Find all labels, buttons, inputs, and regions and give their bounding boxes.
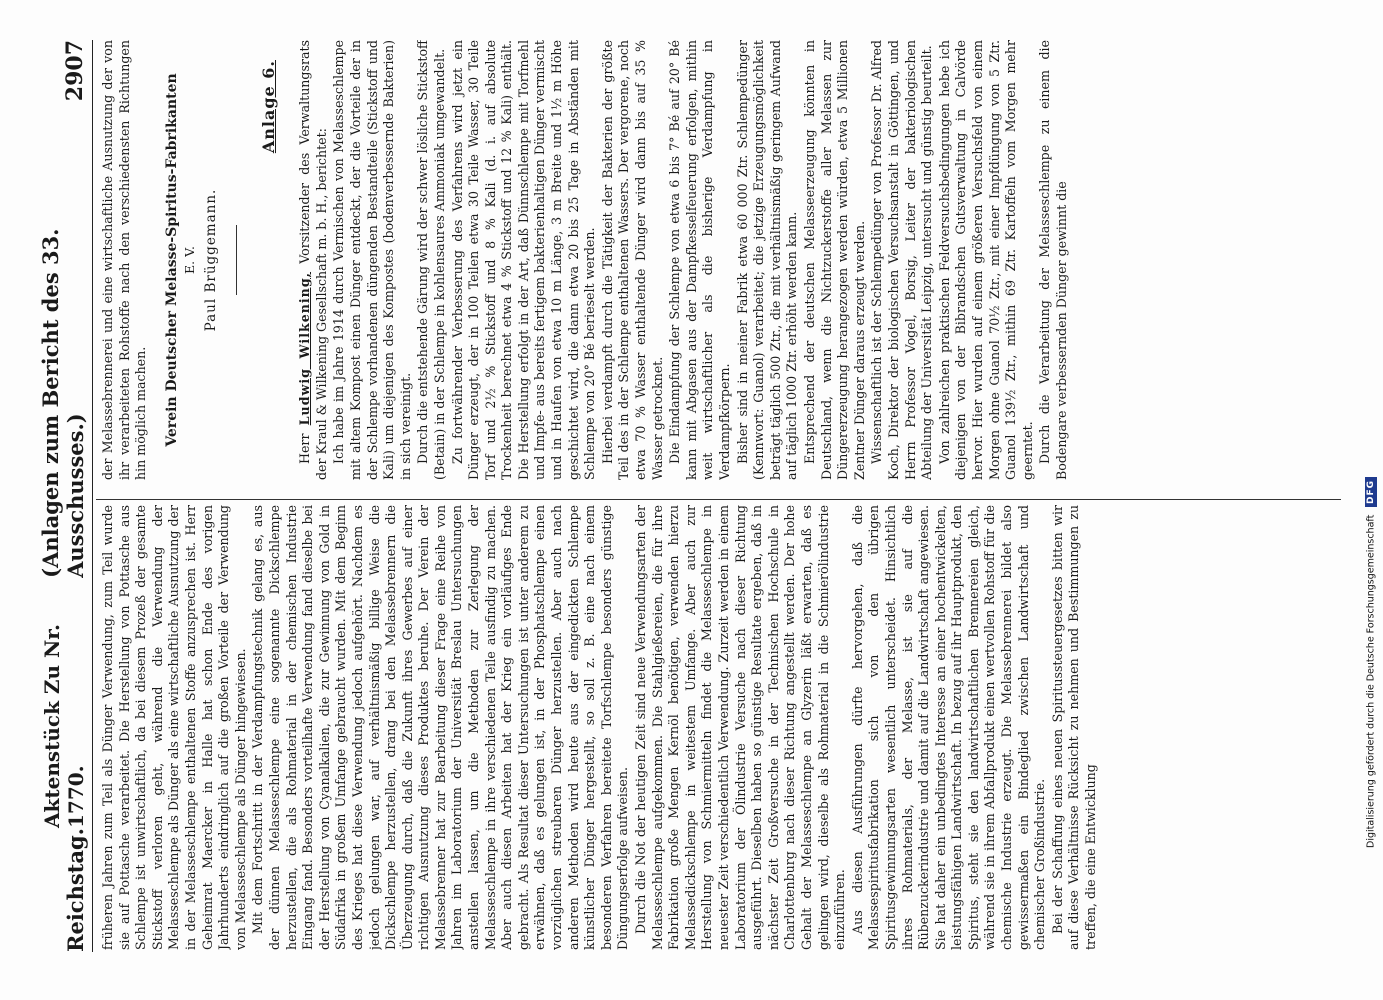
right-paragraph: Von zahlreichen praktischen Feldversuchsbedingungen hebe ich diejenigen von der Bibrandschen Gutsverwaltung in Calvörde hervor. Hier wurden auf einem größeren Versuchsfeld von einem Morgen ohne Guanol 70½ Ztr., mit einer Impfdüngung von 5 Ztr. Guanol 139½ Ztr., mithin 69 Ztr. Kartoffeln vom Morgen mehr geerntet. bbox=[936, 40, 1035, 480]
credit-text: Digitalisierung gefördert durch die Deutsche Forschungsgemeinschaft bbox=[1365, 514, 1377, 848]
left-paragraph: Mit dem Fortschritt in der Verdampfungstechnik gelang es, aus der dünnen Melasseschlempe eine sogenannte Dickschlempe herzustellen, die als Rohmaterial in der chemischen Industrie Eingang fand. Besonders vorteilhafte Verwendung fand dieselbe bei der Herstellung von Cyanalkalien, die zur Gewinnung von Gold in Südafrika in großem Umfange gebraucht wurden. Mit dem Beginn des Krieges hat diese Verwendung jedoch aufgehört. Nachdem es jedoch gelungen war, auf verhältnismäßig billige Weise die Dickschlempe herzustellen, drang bei den Melassebrennern die Überzeugung durch, daß die Zukunft ihres Gewerbes auf einer richtigen Ausnutzung dieses Produktes beruhe. Der Verein der Melassebrenner hat zur Bearbeitung dieser Frage eine Reihe von Jahren im Laboratorium der Universität Breslau Untersuchungen anstellen lassen, um die Methoden zur Zerlegung der Melasseschlempe in ihre verschiedenen Teile ausfindig zu machen. Aber auch diesen Arbeiten hat der Krieg ein vorläufiges Ende gebracht. Als Resultat dieser Untersuchungen ist unter anderem zu erwähnen, daß es gelungen ist, in der Phosphatschlempe einen vorzüglichen streubaren Dünger herzustellen. Aber auch nach anderen Methoden wird heute aus der eingedickten Schlempe künstlicher Dünger hergestellt, so soll z. B. eine nach einem besonderen Verfahren bereitete Torfschlempe besonders günstige Düngungserfolge aufweisen. bbox=[250, 505, 631, 950]
running-head bbox=[38, 40, 93, 952]
salutation-prefix: Herr bbox=[297, 433, 313, 464]
right-intro: der Melassebrennerei und eine wirtschaftliche Ausnutzung der von ihr verarbeiteten Rohstoffe nach den verschiedensten Richtungen hin möglich machen. bbox=[100, 40, 149, 480]
header-center: Aktenstück Zu Nr. 1770. bbox=[40, 624, 88, 829]
right-paragraph: Durch die entstehende Gärung wird der schwer lösliche Stickstoff (Betain) in der Schlempe in kohlensaures Ammoniak umgewandelt. bbox=[415, 40, 447, 480]
right-paragraph: Bisher sind in meiner Fabrik etwa 60 000 Ztr. Schlempedünger (Kennwort: Guanol) verarbeitet; die jetzige Erzeugungsmöglichkeit beträgt täglich 500 Ztr., die mit verhältnismäßig geringem Aufwand auf täglich 1000 Ztr. erhöht werden kann. bbox=[734, 40, 800, 480]
left-paragraph: Bei der Schaffung eines neuen Spiritussteuergesetzes bitten wir auf diese Verhältnisse Rücksicht zu nehmen und Bestimmungen zu treffen, die eine Entwicklung bbox=[1049, 505, 1099, 950]
left-paragraph: Durch die Not der heutigen Zeit sind neue Verwendungsarten der Melasseschlempe aufgekommen. Die Stahlgießereien, die für ihre Fabrikation große Mengen Kernöl benötigen, verwenden hierzu Melassedickschlempe in weitestem Umfange. Aber auch zur Herstellung von Schmiermitteln findet die Melasseschlempe in neuester Zeit verschiedentlich Verwendung. Zurzeit werden in einem Laboratorium der Ölindustrie Versuche nach dieser Richtung ausgeführt. Dieselben haben so günstige Resultate ergeben, daß in nächster Zeit Großversuche in der Technischen Hochschule in Charlottenburg nach dieser Richtung angestellt werden. Der hohe Gehalt der Melasseschlempe an Glyzerin läßt erwarten, daß es gelingen wird, dieselbe als Rohmaterial in die Schmierölindustrie einzuführen. bbox=[633, 505, 848, 950]
section-separator bbox=[236, 225, 237, 295]
anlage-heading: Anlage 6. bbox=[258, 60, 278, 154]
page-number: 2907 bbox=[62, 40, 88, 102]
digitization-credit bbox=[1361, 8, 1381, 848]
dfg-logo: DFG bbox=[1365, 477, 1377, 507]
right-paragraph: Entsprechend der deutschen Melasseerzeugung könnten in Deutschland, wenn die Nichtzuckerstoffe aller Melassen zur Düngererzeugung herangezogen werden würden, etwa 5 Millionen Zentner Dünger daraus erzeugt werden. bbox=[801, 40, 867, 480]
column-divider bbox=[96, 499, 1341, 500]
right-paragraph: Wissenschaftlich ist der Schlempedünger von Professor Dr. Alfred Koch, Direktor der biologischen Versuchsanstalt in Göttingen, und Herrn Professor Vogel, Borsig, Leiter der bakteriologischen Abteilung der Universität Leipzig, untersucht und günstig beurteilt. bbox=[869, 40, 935, 480]
signatory: Paul Brüggemann. bbox=[202, 188, 219, 332]
right-paragraph: Die Eindampfung der Schlempe von etwa 6 bis 7° Bé auf 20° Bé kann mit Abgasen aus der Dampfkesselfeuerung erfolgen, mithin weit wirtschaftlicher als die bisherige Verdampfung in Verdampfkörpern. bbox=[667, 40, 732, 480]
right-paragraph: Hierbei verdampft durch die Tätigkeit der Bakterien der größte Teil des in der Schlempe enthaltenen Wassers. Der vergorene, noch etwa 70 % Wasser enthaltende Dünger wird dann bis auf 35 % Wasser getrocknet. bbox=[599, 40, 665, 480]
right-column bbox=[100, 40, 1343, 480]
header-left: Reichstag. bbox=[63, 828, 88, 952]
header-right-title: (Anlagen zum Bericht des 33. Ausschusses.) bbox=[38, 228, 88, 578]
right-paragraph: Ich habe im Jahre 1914 durch Vermischen von Melasseschlempe mit altem Kompost einen Dünger entdeckt, der die Vorteile der in der Schlempe vorhandenen düngenden Bestandteile (Stickstoff und Kali) um diejenigen des Kompostes (bodenverbessernde Bakterien) in sich vereinigt. bbox=[331, 40, 413, 480]
organization-name: Verein Deutscher Melasse-Spiritus-Fabrikanten bbox=[163, 73, 180, 447]
right-paragraph: Durch die Verarbeitung der Melasseschlempe zu einem die Bodengare verbessernden Dünger gewinnt die bbox=[1037, 40, 1069, 480]
left-paragraph: Aus diesen Ausführungen dürfte hervorgehen, daß die Melassespiritusfabrikation sich von den übrigen Spiritusgewinnungsarten wesentlich unterscheidet. Hinsichtlich ihres Rohmaterials, der Melasse, ist sie auf die Rübenzuckerindustrie und damit auf die Landwirtschaft angewiesen. Sie hat daher ein unbedingtes Interesse an einer hochentwickelten, leistungsfähigen Landwirtschaft. In bezug auf ihr Hauptprodukt, den Spiritus, steht sie den landwirtschaftlichen Brennereien gleich, während sie in ihrem Abfallprodukt einen wertvollen Rohstoff für die chemische Industrie erzeugt. Die Melassebrennerei bildet also gewissermaßen ein Bindeglied zwischen Landwirtschaft und chemischer Großindustrie. bbox=[849, 505, 1048, 950]
left-column bbox=[100, 505, 1343, 950]
speaker-name: Ludwig Wilkening, bbox=[297, 271, 313, 426]
salutation bbox=[297, 40, 330, 480]
salutation-rest: Vorsitzender des Verwaltungsrats der Kraul & Wilkening Gesellschaft m. b. H., berichtet: bbox=[297, 40, 329, 480]
right-paragraph: Zu fortwährender Verbesserung des Verfahrens wird jetzt ein Dünger erzeugt, der in 100 Teilen etwa 30 Teile Wasser, 30 Teile Torf und 2½ % Stickstoff und 8 % Kali (d. i. auf absolute Trockenheit berechnet etwa 4 % Stickstoff und 12 % Kali) enthält. Die Herstellung erfolgt in der Art, daß Dünnschlempe mit Torfmehl und Impfe- aus bereits fertigem bakterienhaltigen Dünger vermischt und in Haufen von etwa 10 m Länge, 3 m Breite und 1½ m Höhe geschichtet wird, die dann etwa 20 bis 25 Tage in Abständen mit Schlempe von 20° Bé berieselt werden. bbox=[449, 40, 598, 480]
organization-abbrev: E. V. bbox=[182, 246, 198, 274]
left-paragraph: früheren Jahren zum Teil als Dünger Verwendung, zum Teil wurde sie auf Pottasche verarbeitet. Die Herstellung von Pottasche aus Schlempe ist unwirtschaftlich, da bei diesem Prozeß der gesamte Stickstoff verloren geht, während die Verwendung der Melasseschlempe als Dünger als eine wirtschaftliche Ausnutzung der in der Melasseschlempe enthaltenen Stoffe anzusprechen ist. Herr Geheimrat Maercker in Halle hat schon Ende des vorigen Jahrhunderts eindringlich auf die großen Vorteile der Verwendung von Melasseschlempe als Dünger hingewiesen. bbox=[100, 505, 248, 950]
